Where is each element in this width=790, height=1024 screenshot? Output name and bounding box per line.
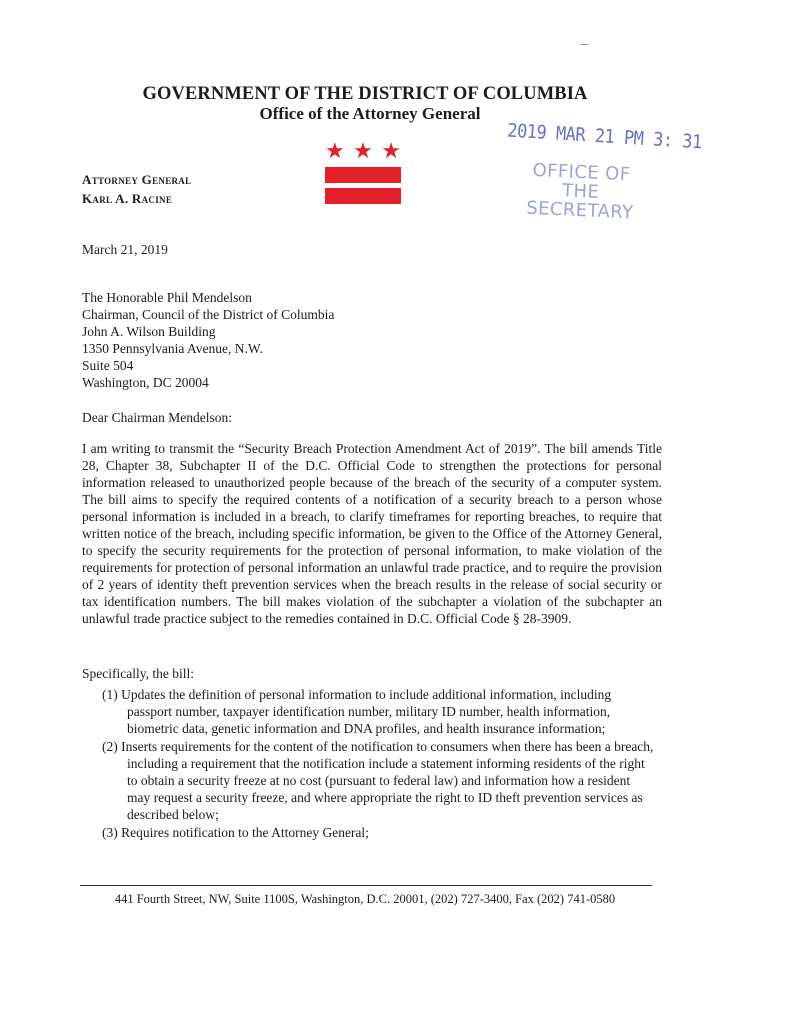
footer-divider: [80, 885, 652, 886]
list-item: (2) Inserts requirements for the content of the notification to consumers when there has been a breach, including a requirement that the notification include a statement informing residents of the right to obtain a security freeze at no cost (pursuant to federal law) and information how a resident may request a security freeze, and where appropriate the right to ID theft prevention services as described below;: [102, 739, 654, 822]
list-item: (3) Requires notification to the Attorney General;: [102, 825, 369, 840]
list-item: (1) Updates the definition of personal information to include additional information, including passport number, taxpayer identification number, military ID number, health information, biometric data, genetic information and DNA profiles, and health insurance information;: [102, 687, 612, 736]
star-icon: ★: [353, 138, 373, 163]
star-icon: ★: [325, 138, 345, 163]
list-intro: Specifically, the bill:: [82, 666, 194, 681]
salutation: Dear Chairman Mendelson:: [82, 410, 232, 425]
attorney-general-block: [82, 170, 191, 208]
dc-flag-logo: [325, 140, 401, 206]
body-paragraph: I am writing to transmit the “Security Breach Protection Amendment Act of 2019”. The bill amends Title 28, Chapter 38, Subchapter II of the D.C. Official Code to strengthen the protections for personal information released to unauthorized people because of the breach of the security of a computer system. The bill aims to specify the required contents of a notification of a security breach to a person whose personal information is included in a breach, to clarify timeframes for reporting breaches, to require that written notice of the breach, including specific information, be given to the Office of the Attorney General, to specify the security requirements for the protection of personal information, to make violation of the requirements for protection of personal information an unlawful trade practice, and to require the provision of 2 years of identity theft prevention services when the breach results in the release of social security or tax identification numbers. The bill makes violation of the subchapter a violation of the subchapter an unlawful trade practice subject to the remedies contained in D.C. Official Code § 28-3909.: [82, 441, 662, 626]
government-heading: GOVERNMENT OF THE DISTRICT OF COLUMBIA: [142, 84, 588, 104]
star-icon: ★: [381, 138, 401, 163]
flag-bar: [325, 167, 401, 183]
recipient-address: The Honorable Phil Mendelson Chairman, Council of the District of Columbia John A. Wilson Building 1350 Pennsylvania Avenue, N.W. Suite 504 Washington, DC 20004: [82, 290, 335, 390]
received-stamp-datetime: 2019 MAR 21 PM 3: 31: [506, 120, 703, 154]
office-heading: Office of the Attorney General: [259, 104, 481, 123]
provisions-list: [102, 686, 654, 842]
received-stamp-office: [510, 160, 652, 223]
flag-bar: [325, 188, 401, 204]
attorney-general-name: Karl A. Racine: [82, 191, 173, 206]
flag-stars: [325, 140, 401, 162]
scan-mark: [580, 44, 589, 45]
letter-date: March 21, 2019: [82, 242, 168, 257]
footer-address: 441 Fourth Street, NW, Suite 1100S, Washington, D.C. 20001, (202) 727-3400, Fax (202) 741-0580: [114, 892, 616, 906]
attorney-general-title: Attorney General: [82, 172, 192, 187]
stamp-office-line: OFFICE OF THE: [532, 159, 631, 203]
stamp-office-line: SECRETARY: [525, 197, 634, 224]
